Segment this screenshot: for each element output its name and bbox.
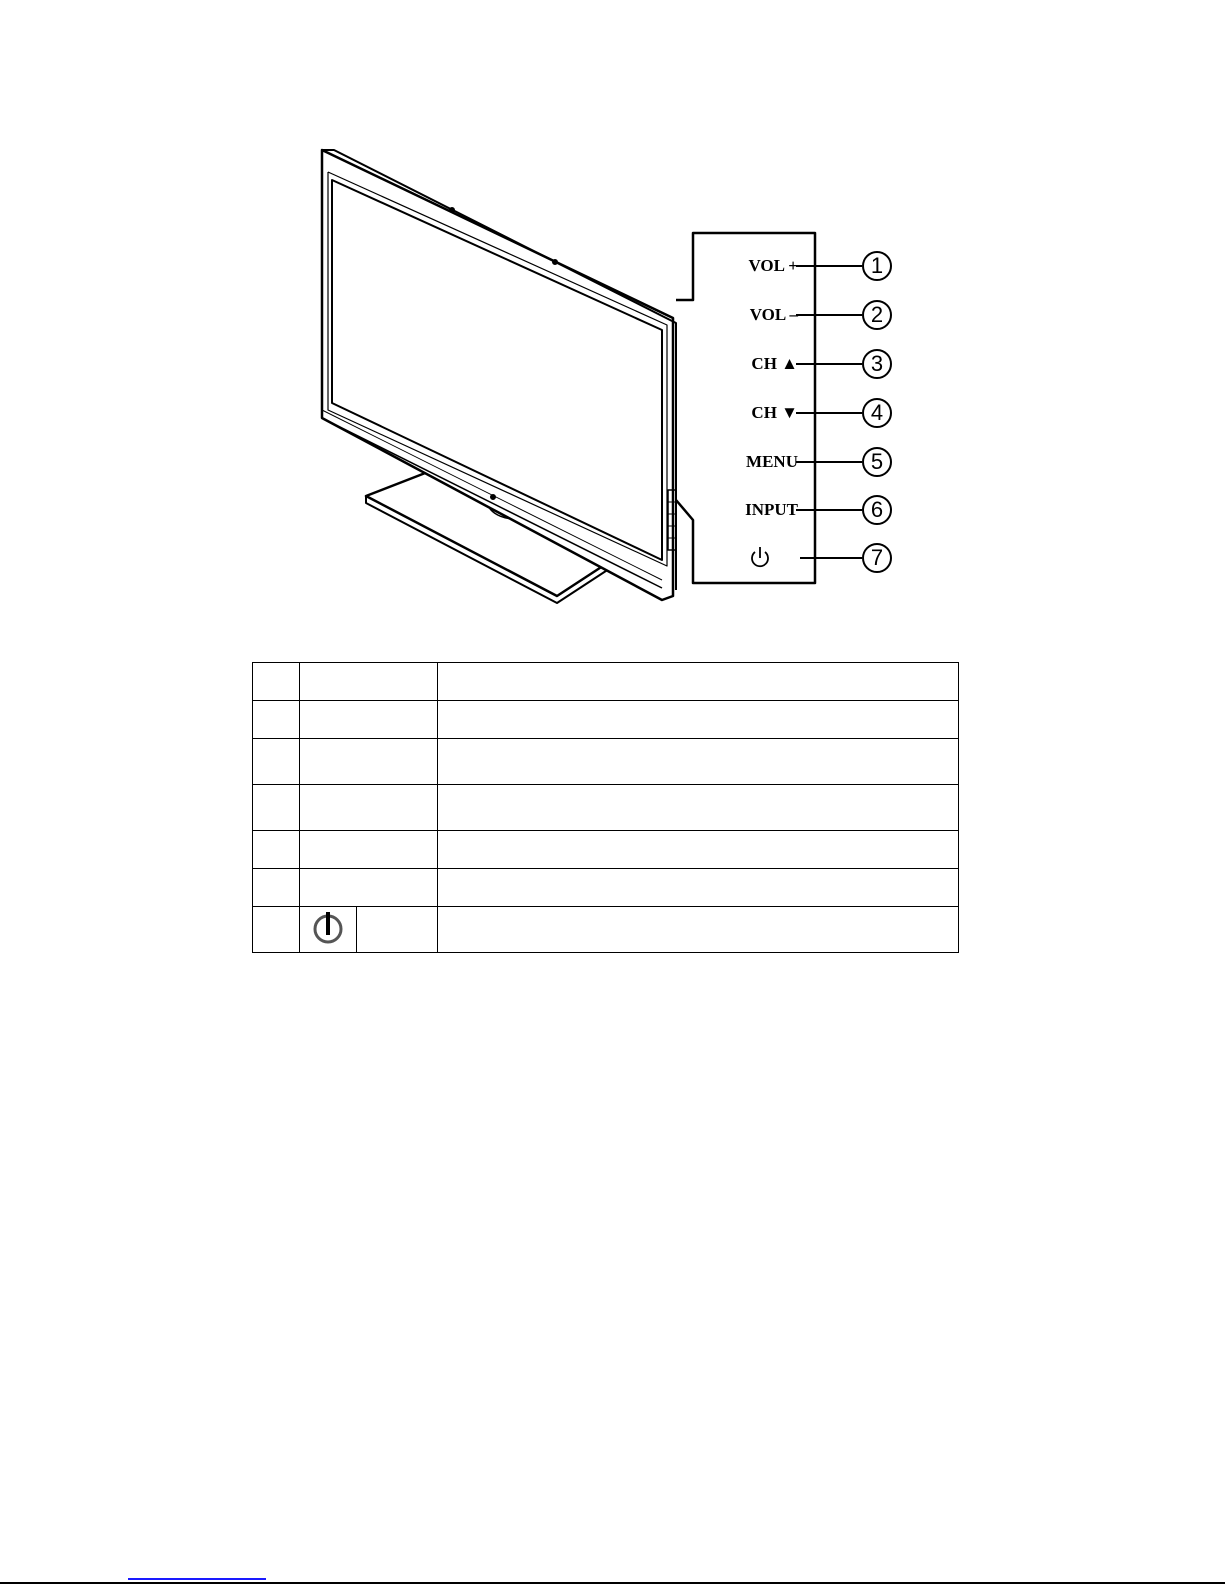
power-icon: [311, 909, 345, 947]
row-name-cell: [357, 907, 438, 953]
tv-illustration: [0, 0, 1225, 640]
ch-up-label: CH ▲: [751, 354, 798, 373]
row-name-cell: [300, 663, 438, 701]
row-description-cell: [438, 739, 959, 785]
table-row: [253, 907, 959, 953]
row-number-cell: [253, 701, 300, 739]
row-description-cell: [438, 701, 959, 739]
row-number-cell: [253, 869, 300, 907]
table-row: [253, 785, 959, 831]
table-row: [253, 701, 959, 739]
row-description-cell: [438, 785, 959, 831]
row-number-cell: [253, 785, 300, 831]
table-row: [253, 831, 959, 869]
row-name-cell: [300, 701, 438, 739]
row-description-cell: [438, 869, 959, 907]
row-number-cell: [253, 907, 300, 953]
callout-number-5: 5: [862, 447, 892, 477]
row-name-cell: [300, 869, 438, 907]
vol-down-label: VOL –: [749, 305, 798, 324]
row-name-cell: [300, 831, 438, 869]
footer-link-underline: [128, 1578, 266, 1580]
row-name-cell: [300, 785, 438, 831]
row-description-cell: [438, 663, 959, 701]
row-icon-cell: [300, 907, 357, 953]
row-description-cell: [438, 831, 959, 869]
panel-power-icon: [752, 547, 768, 566]
input-label: INPUT: [745, 500, 798, 519]
vol-up-label: VOL +: [748, 256, 798, 275]
table-row: [253, 869, 959, 907]
row-number-cell: [253, 831, 300, 869]
callout-number-3: 3: [862, 349, 892, 379]
table-row: [253, 739, 959, 785]
row-number-cell: [253, 739, 300, 785]
controls-table: [252, 662, 959, 953]
footer-rule: [0, 1582, 1225, 1584]
callout-number-6: 6: [862, 495, 892, 525]
row-description-cell: [438, 907, 959, 953]
row-number-cell: [253, 663, 300, 701]
row-name-cell: [300, 739, 438, 785]
tv-front-panel-figure: [0, 0, 1225, 640]
callout-number-7: 7: [862, 543, 892, 573]
table-row: [253, 663, 959, 701]
menu-label: MENU: [746, 452, 798, 471]
callout-number-4: 4: [862, 398, 892, 428]
callout-number-1: 1: [862, 251, 892, 281]
callout-number-2: 2: [862, 300, 892, 330]
ch-down-label: CH ▼: [751, 403, 798, 422]
